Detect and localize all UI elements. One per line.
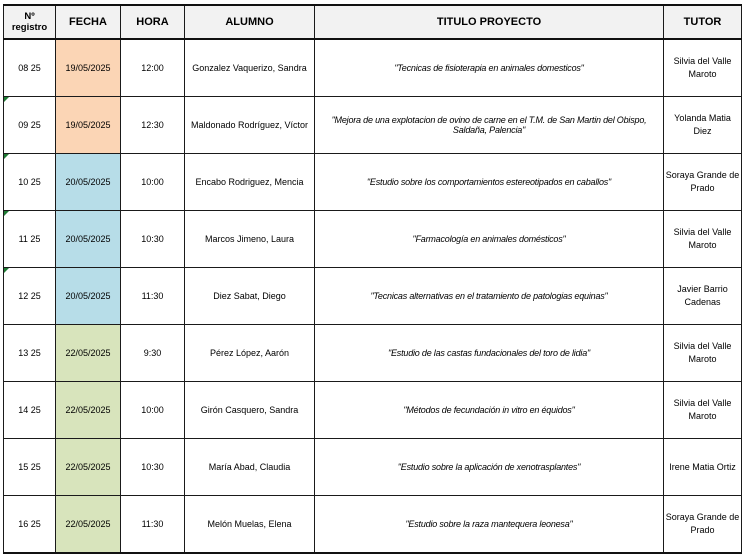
cell-hora[interactable]: 10:30 — [121, 439, 185, 496]
cell-fecha[interactable]: 19/05/2025 — [56, 39, 121, 97]
header-registro[interactable] — [4, 5, 56, 39]
cell-hora[interactable]: 10:30 — [121, 211, 185, 268]
cell-titulo[interactable]: "Tecnicas alternativas en el tratamiento de patologias equinas" — [315, 268, 664, 325]
cell-fecha[interactable]: 19/05/2025 — [56, 97, 121, 154]
comment-marker-icon[interactable] — [4, 211, 9, 216]
cell-fecha[interactable]: 22/05/2025 — [56, 325, 121, 382]
cell-hora[interactable]: 11:30 — [121, 496, 185, 554]
header-tutor[interactable]: TUTOR — [664, 5, 742, 39]
table-row — [4, 325, 742, 382]
cell-tutor[interactable]: Silvia del Valle Maroto — [664, 325, 742, 382]
header-hora[interactable]: HORA — [121, 5, 185, 39]
cell-hora[interactable]: 10:00 — [121, 382, 185, 439]
header-titulo[interactable]: TITULO PROYECTO — [315, 5, 664, 39]
cell-fecha[interactable]: 20/05/2025 — [56, 211, 121, 268]
comment-marker-icon[interactable] — [4, 97, 9, 102]
cell-registro[interactable]: 08 25 — [4, 39, 56, 97]
cell-registro[interactable]: 11 25 — [4, 211, 56, 268]
cell-fecha[interactable]: 20/05/2025 — [56, 268, 121, 325]
cell-hora[interactable]: 12:30 — [121, 97, 185, 154]
cell-alumno[interactable]: María Abad, Claudia — [185, 439, 315, 496]
cell-tutor[interactable]: Soraya Grande de Prado — [664, 154, 742, 211]
table-row — [4, 97, 742, 154]
cell-fecha[interactable]: 20/05/2025 — [56, 154, 121, 211]
cell-tutor[interactable]: Javier Barrio Cadenas — [664, 268, 742, 325]
comment-marker-icon[interactable] — [4, 154, 9, 159]
cell-titulo[interactable]: "Farmacología en animales domésticos" — [315, 211, 664, 268]
cell-titulo[interactable]: "Estudio sobre los comportamientos estereotipados en caballos" — [315, 154, 664, 211]
cell-tutor[interactable]: Yolanda Matia Diez — [664, 97, 742, 154]
cell-titulo[interactable]: "Estudio sobre la aplicación de xenotrasplantes" — [315, 439, 664, 496]
table-row — [4, 439, 742, 496]
cell-registro[interactable]: 14 25 — [4, 382, 56, 439]
header-fecha[interactable]: FECHA — [56, 5, 121, 39]
cell-registro[interactable]: 09 25 — [4, 97, 56, 154]
cell-alumno[interactable]: Melón Muelas, Elena — [185, 496, 315, 554]
cell-fecha[interactable]: 22/05/2025 — [56, 496, 121, 554]
header-registro-line2: registro — [11, 22, 48, 33]
cell-alumno[interactable]: Diez Sabat, Diego — [185, 268, 315, 325]
cell-fecha[interactable]: 22/05/2025 — [56, 439, 121, 496]
schedule-table — [3, 4, 742, 554]
cell-alumno[interactable]: Maldonado Rodríguez, Víctor — [185, 97, 315, 154]
cell-registro[interactable]: 13 25 — [4, 325, 56, 382]
header-registro-line1: Nº — [24, 11, 35, 22]
cell-alumno[interactable]: Pérez López, Aarón — [185, 325, 315, 382]
cell-titulo[interactable]: "Métodos de fecundación in vitro en équidos" — [315, 382, 664, 439]
cell-registro[interactable]: 15 25 — [4, 439, 56, 496]
cell-hora[interactable]: 11:30 — [121, 268, 185, 325]
cell-registro[interactable]: 16 25 — [4, 496, 56, 554]
cell-tutor[interactable]: Soraya Grande de Prado — [664, 496, 742, 554]
table-row — [4, 382, 742, 439]
cell-tutor[interactable]: Irene Matia Ortiz — [664, 439, 742, 496]
cell-alumno[interactable]: Marcos Jimeno, Laura — [185, 211, 315, 268]
cell-alumno[interactable]: Encabo Rodriguez, Mencia — [185, 154, 315, 211]
cell-tutor[interactable]: Silvia del Valle Maroto — [664, 211, 742, 268]
cell-titulo[interactable]: "Estudio de las castas fundacionales del toro de lidia" — [315, 325, 664, 382]
cell-fecha[interactable]: 22/05/2025 — [56, 382, 121, 439]
cell-titulo[interactable]: "Estudio sobre la raza mantequera leonesa" — [315, 496, 664, 554]
cell-hora[interactable]: 12:00 — [121, 39, 185, 97]
cell-titulo[interactable]: "Tecnicas de fisioterapia en animales domesticos" — [315, 39, 664, 97]
table-row — [4, 211, 742, 268]
table-row — [4, 154, 742, 211]
cell-registro[interactable]: 10 25 — [4, 154, 56, 211]
table-row — [4, 268, 742, 325]
cell-tutor[interactable]: Silvia del Valle Maroto — [664, 382, 742, 439]
cell-alumno[interactable]: Gonzalez Vaquerizo, Sandra — [185, 39, 315, 97]
header-alumno[interactable]: ALUMNO — [185, 5, 315, 39]
cell-hora[interactable]: 9:30 — [121, 325, 185, 382]
header-row — [4, 5, 742, 39]
cell-titulo[interactable]: "Mejora de una explotacion de ovino de carne en el T.M. de San Martin del Obispo, Saldaña, Palencia" — [315, 97, 664, 154]
table-row — [4, 39, 742, 97]
table-row — [4, 496, 742, 554]
cell-tutor[interactable]: Silvia del Valle Maroto — [664, 39, 742, 97]
cell-registro[interactable]: 12 25 — [4, 268, 56, 325]
comment-marker-icon[interactable] — [4, 268, 9, 273]
cell-hora[interactable]: 10:00 — [121, 154, 185, 211]
cell-alumno[interactable]: Girón Casquero, Sandra — [185, 382, 315, 439]
